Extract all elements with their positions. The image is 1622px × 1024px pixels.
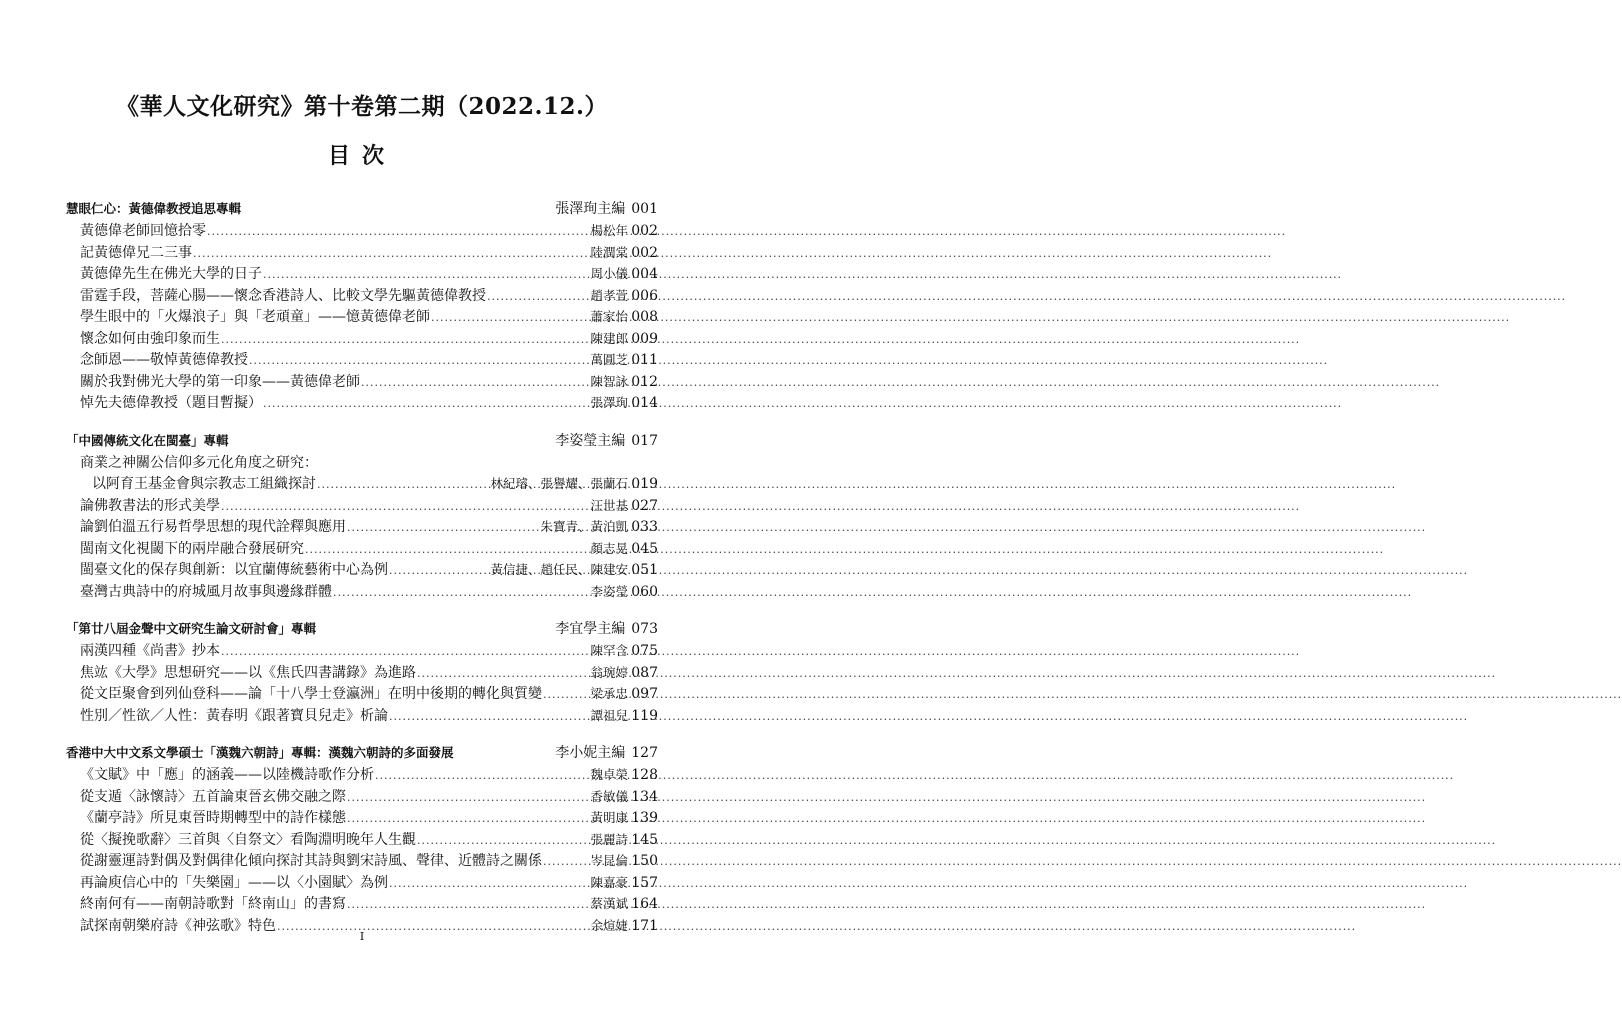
dot-leader bbox=[221, 645, 589, 658]
dot-leader bbox=[389, 564, 489, 577]
dot-leader bbox=[375, 769, 589, 782]
dot-leader bbox=[221, 500, 589, 513]
entry-title: 從支遁〈詠懷詩〉五首論東晉玄佛交融之際 bbox=[80, 788, 346, 805]
toc-entry[interactable] bbox=[66, 807, 658, 829]
entry-page-number: 139 bbox=[631, 810, 658, 826]
entry-author: 張麗詩 bbox=[590, 831, 628, 847]
entry-title: 閩南文化視閾下的兩岸融合發展研究 bbox=[80, 540, 304, 557]
dot-leader bbox=[207, 225, 589, 238]
dot-leader bbox=[333, 586, 589, 599]
entry-page-number: 134 bbox=[631, 788, 658, 805]
toc-entry[interactable] bbox=[66, 473, 658, 495]
entry-page-number: 164 bbox=[631, 896, 658, 912]
entry-title: 性別／性欲／人性：黃春明《跟著寶貝兒走》析論 bbox=[80, 707, 388, 724]
entry-title: 記黃德偉兄二三事 bbox=[80, 244, 192, 261]
toc-entry[interactable] bbox=[66, 538, 658, 560]
entry-title: 商業之神關公信仰多元化角度之研究： bbox=[80, 454, 318, 471]
section-editor: 李小妮主編 bbox=[555, 745, 626, 761]
toc-entry[interactable] bbox=[66, 640, 658, 662]
toc-entry[interactable] bbox=[66, 371, 658, 393]
entry-author: 陳罕含 bbox=[590, 643, 628, 658]
entry-title: 兩漢四種《尚書》抄本 bbox=[80, 643, 220, 659]
entry-title: 閩臺文化的保存與創新：以宜蘭傳統藝術中心為例 bbox=[80, 562, 388, 578]
page-title: 目次 bbox=[327, 143, 396, 169]
entry-page-number: 027 bbox=[631, 497, 658, 514]
toc-entry[interactable] bbox=[66, 893, 658, 915]
section-editor: 張澤珣主編 bbox=[555, 201, 626, 217]
entry-page-number: 008 bbox=[631, 309, 658, 325]
entry-page-number: 045 bbox=[631, 540, 658, 557]
dot-leader bbox=[431, 311, 589, 324]
entry-page-number: 087 bbox=[631, 664, 658, 681]
toc-entry[interactable] bbox=[66, 850, 658, 872]
toc-entry[interactable] bbox=[66, 683, 658, 705]
toc-entry[interactable] bbox=[66, 872, 658, 894]
entry-title: 以阿育王基金會與宗教志工組織探討 bbox=[92, 476, 316, 492]
section-title: 慧眼仁心：黃德偉教授追思專輯 bbox=[66, 201, 242, 216]
toc-entry[interactable] bbox=[66, 829, 658, 851]
toc-section bbox=[66, 618, 658, 726]
entry-title: 從文臣聚會到列仙登科——論「十八學士登瀛洲」在明中後期的轉化與質變 bbox=[80, 686, 542, 702]
entry-title: 黃德偉老師回憶拾零 bbox=[80, 223, 206, 239]
section-title: 「中國傳統文化在閩臺」專輯 bbox=[66, 432, 229, 448]
entry-page-number: 012 bbox=[631, 373, 658, 390]
section-editor: 李宜學主編 bbox=[555, 621, 626, 637]
entry-title: 論佛教書法的形式美學 bbox=[80, 497, 220, 514]
entry-title: 試探南朝樂府詩《神弦歌》特色 bbox=[80, 917, 276, 934]
toc-entry[interactable] bbox=[66, 349, 658, 371]
toc-section bbox=[66, 198, 658, 414]
dot-leader bbox=[347, 812, 589, 825]
entry-author: 余煊婕 bbox=[590, 917, 628, 933]
dot-leader bbox=[263, 268, 589, 281]
entry-author: 顏志晃 bbox=[590, 540, 628, 556]
entry-author: 趙孝萱 bbox=[590, 287, 628, 303]
section-title: 「第廿八屆金聲中文研究生論文研討會」專輯 bbox=[66, 621, 317, 636]
dot-leader bbox=[249, 354, 589, 367]
dot-leader bbox=[543, 688, 589, 701]
page-number: I bbox=[359, 930, 365, 943]
toc-entry[interactable] bbox=[66, 516, 658, 538]
entry-page-number: 011 bbox=[631, 352, 658, 368]
entry-title: 從謝靈運詩對偶及對偶律化傾向探討其詩與劉宋詩風、聲律、近體詩之關係 bbox=[80, 853, 542, 869]
journal-title: 《華人文化研究》第十卷第二期（2022.12.） bbox=[115, 93, 609, 120]
toc-entry[interactable] bbox=[66, 452, 658, 474]
toc-entry[interactable] bbox=[66, 263, 658, 285]
dot-leader bbox=[417, 667, 589, 680]
entry-page-number: 119 bbox=[631, 707, 658, 724]
entry-title: 悼先夫德偉教授（題目暫擬） bbox=[80, 395, 262, 411]
entry-author: 魏卓榮 bbox=[590, 767, 628, 782]
entry-page-number: 157 bbox=[631, 874, 658, 891]
section-heading bbox=[66, 198, 658, 218]
entry-author: 周小儀 bbox=[590, 266, 628, 281]
entry-title: 雷霆手段，菩薩心腸——懷念香港詩人、比較文學先驅黃德偉教授 bbox=[80, 287, 486, 304]
entry-author: 楊松年 bbox=[590, 223, 628, 238]
toc-entry[interactable] bbox=[66, 705, 658, 727]
dot-leader bbox=[361, 376, 589, 389]
section-heading bbox=[66, 430, 658, 450]
entry-author: 汪世基 bbox=[590, 497, 628, 513]
section-heading bbox=[66, 618, 658, 638]
dot-leader bbox=[193, 247, 589, 260]
toc-entry[interactable] bbox=[66, 764, 658, 786]
entry-page-number: 145 bbox=[631, 831, 658, 848]
entry-title: 終南何有——南朝詩歌對「終南山」的書寫 bbox=[80, 896, 346, 912]
entry-author: 梁承忠 bbox=[590, 686, 628, 701]
toc-entry[interactable] bbox=[66, 662, 658, 684]
entry-author: 陳智詠 bbox=[590, 373, 628, 389]
entry-page-number: 014 bbox=[631, 395, 658, 411]
entry-author: 翁琬婷 bbox=[590, 664, 628, 680]
entry-title: 學生眼中的「火爆浪子」與「老頑童」——憶黃德偉老師 bbox=[80, 309, 430, 325]
toc-entry[interactable] bbox=[66, 495, 658, 517]
entry-author: 林紀璿、張譽耀、張蘭石 bbox=[490, 476, 628, 491]
entry-title: 關於我對佛光大學的第一印象——黃德偉老師 bbox=[80, 373, 360, 390]
entry-title: 懷念如何由強印象而生 bbox=[80, 330, 220, 347]
toc-entry[interactable] bbox=[66, 306, 658, 328]
dot-leader bbox=[305, 543, 589, 556]
entry-author: 萬圓芝 bbox=[590, 352, 628, 367]
section-page-number: 017 bbox=[631, 432, 658, 449]
dot-leader bbox=[347, 898, 589, 911]
dot-leader bbox=[317, 478, 489, 491]
entry-title: 從〈擬挽歌辭〉三首與〈自祭文〉看陶淵明晚年人生觀 bbox=[80, 831, 416, 848]
toc-entry[interactable] bbox=[66, 285, 658, 307]
toc-entry[interactable] bbox=[66, 392, 658, 414]
section-page-number: 127 bbox=[631, 745, 658, 761]
entry-author: 岑昆倫 bbox=[590, 853, 628, 868]
toc-entry[interactable] bbox=[66, 581, 658, 603]
entry-title: 《文賦》中「應」的涵義——以陸機詩歌作分析 bbox=[80, 767, 374, 783]
section-heading bbox=[66, 742, 658, 762]
entry-page-number: 006 bbox=[631, 287, 658, 304]
entry-author: 譚祖兒 bbox=[590, 707, 628, 723]
entry-author: 蕭家怡 bbox=[590, 309, 628, 324]
entry-author: 陸潤棠 bbox=[590, 244, 628, 260]
toc-page bbox=[0, 0, 724, 1024]
entry-author: 陳嘉豪 bbox=[590, 874, 628, 890]
dot-leader bbox=[263, 397, 589, 410]
dot-leader bbox=[347, 791, 589, 804]
entry-author: 張澤珣 bbox=[590, 395, 628, 410]
entry-author: 朱寶青、黃泊凱 bbox=[540, 519, 628, 534]
toc-entry[interactable] bbox=[66, 328, 658, 350]
entry-page-number: 171 bbox=[631, 917, 658, 934]
entry-page-number: 009 bbox=[631, 330, 658, 347]
dot-leader bbox=[389, 710, 589, 723]
dot-leader bbox=[221, 333, 589, 346]
entry-author: 陳建郎 bbox=[590, 330, 628, 346]
entry-page-number: 033 bbox=[631, 519, 658, 535]
dot-leader bbox=[543, 855, 589, 868]
entry-title: 再論庾信心中的「失樂園」——以〈小園賦〉為例 bbox=[80, 874, 388, 891]
entry-page-number: 002 bbox=[631, 244, 658, 261]
entry-page-number: 097 bbox=[631, 686, 658, 702]
toc-section bbox=[66, 430, 658, 603]
entry-title: 念師恩——敬悼黃德偉教授 bbox=[80, 352, 248, 368]
entry-author: 李姿瑩 bbox=[590, 583, 628, 599]
section-title: 香港中大中文系文學碩士「漢魏六朝詩」專輯：漢魏六朝詩的多面發展 bbox=[66, 745, 454, 760]
dot-leader bbox=[417, 834, 589, 847]
toc-entry[interactable] bbox=[66, 559, 658, 581]
toc-entry[interactable] bbox=[66, 242, 658, 264]
dot-leader bbox=[347, 521, 539, 534]
table-of-contents bbox=[66, 198, 658, 952]
toc-entry[interactable] bbox=[66, 220, 658, 242]
entry-title: 臺灣古典詩中的府城風月故事與邊緣群體 bbox=[80, 583, 332, 600]
entry-page-number: 075 bbox=[631, 643, 658, 659]
dot-leader bbox=[487, 290, 589, 303]
section-page-number: 001 bbox=[631, 201, 658, 217]
entry-title: 《蘭亭詩》所見東晉時期轉型中的詩作樣態 bbox=[80, 810, 346, 826]
section-editor: 李姿瑩主編 bbox=[555, 432, 626, 449]
entry-title: 黃德偉先生在佛光大學的日子 bbox=[80, 266, 262, 282]
entry-title: 焦竑《大學》思想研究——以《焦氏四書講錄》為進路 bbox=[80, 664, 416, 681]
entry-page-number: 128 bbox=[631, 767, 658, 783]
entry-page-number: 150 bbox=[631, 853, 658, 869]
entry-page-number: 060 bbox=[631, 583, 658, 600]
entry-author: 香敏儀 bbox=[590, 788, 628, 804]
entry-author: 黃信捷、趙任民、陳建安 bbox=[490, 562, 628, 577]
entry-page-number: 051 bbox=[631, 562, 658, 578]
entry-author: 蔡漢斌 bbox=[590, 896, 628, 911]
entry-author: 黃明康 bbox=[590, 810, 628, 825]
entry-page-number: 002 bbox=[631, 223, 658, 239]
dot-leader bbox=[389, 877, 589, 890]
section-page-number: 073 bbox=[631, 621, 658, 637]
entry-page-number: 019 bbox=[631, 476, 658, 492]
toc-section bbox=[66, 742, 658, 936]
entry-title: 論劉伯溫五行易哲學思想的現代詮釋與應用 bbox=[80, 519, 346, 535]
entry-page-number: 004 bbox=[631, 266, 658, 282]
toc-entry[interactable] bbox=[66, 786, 658, 808]
